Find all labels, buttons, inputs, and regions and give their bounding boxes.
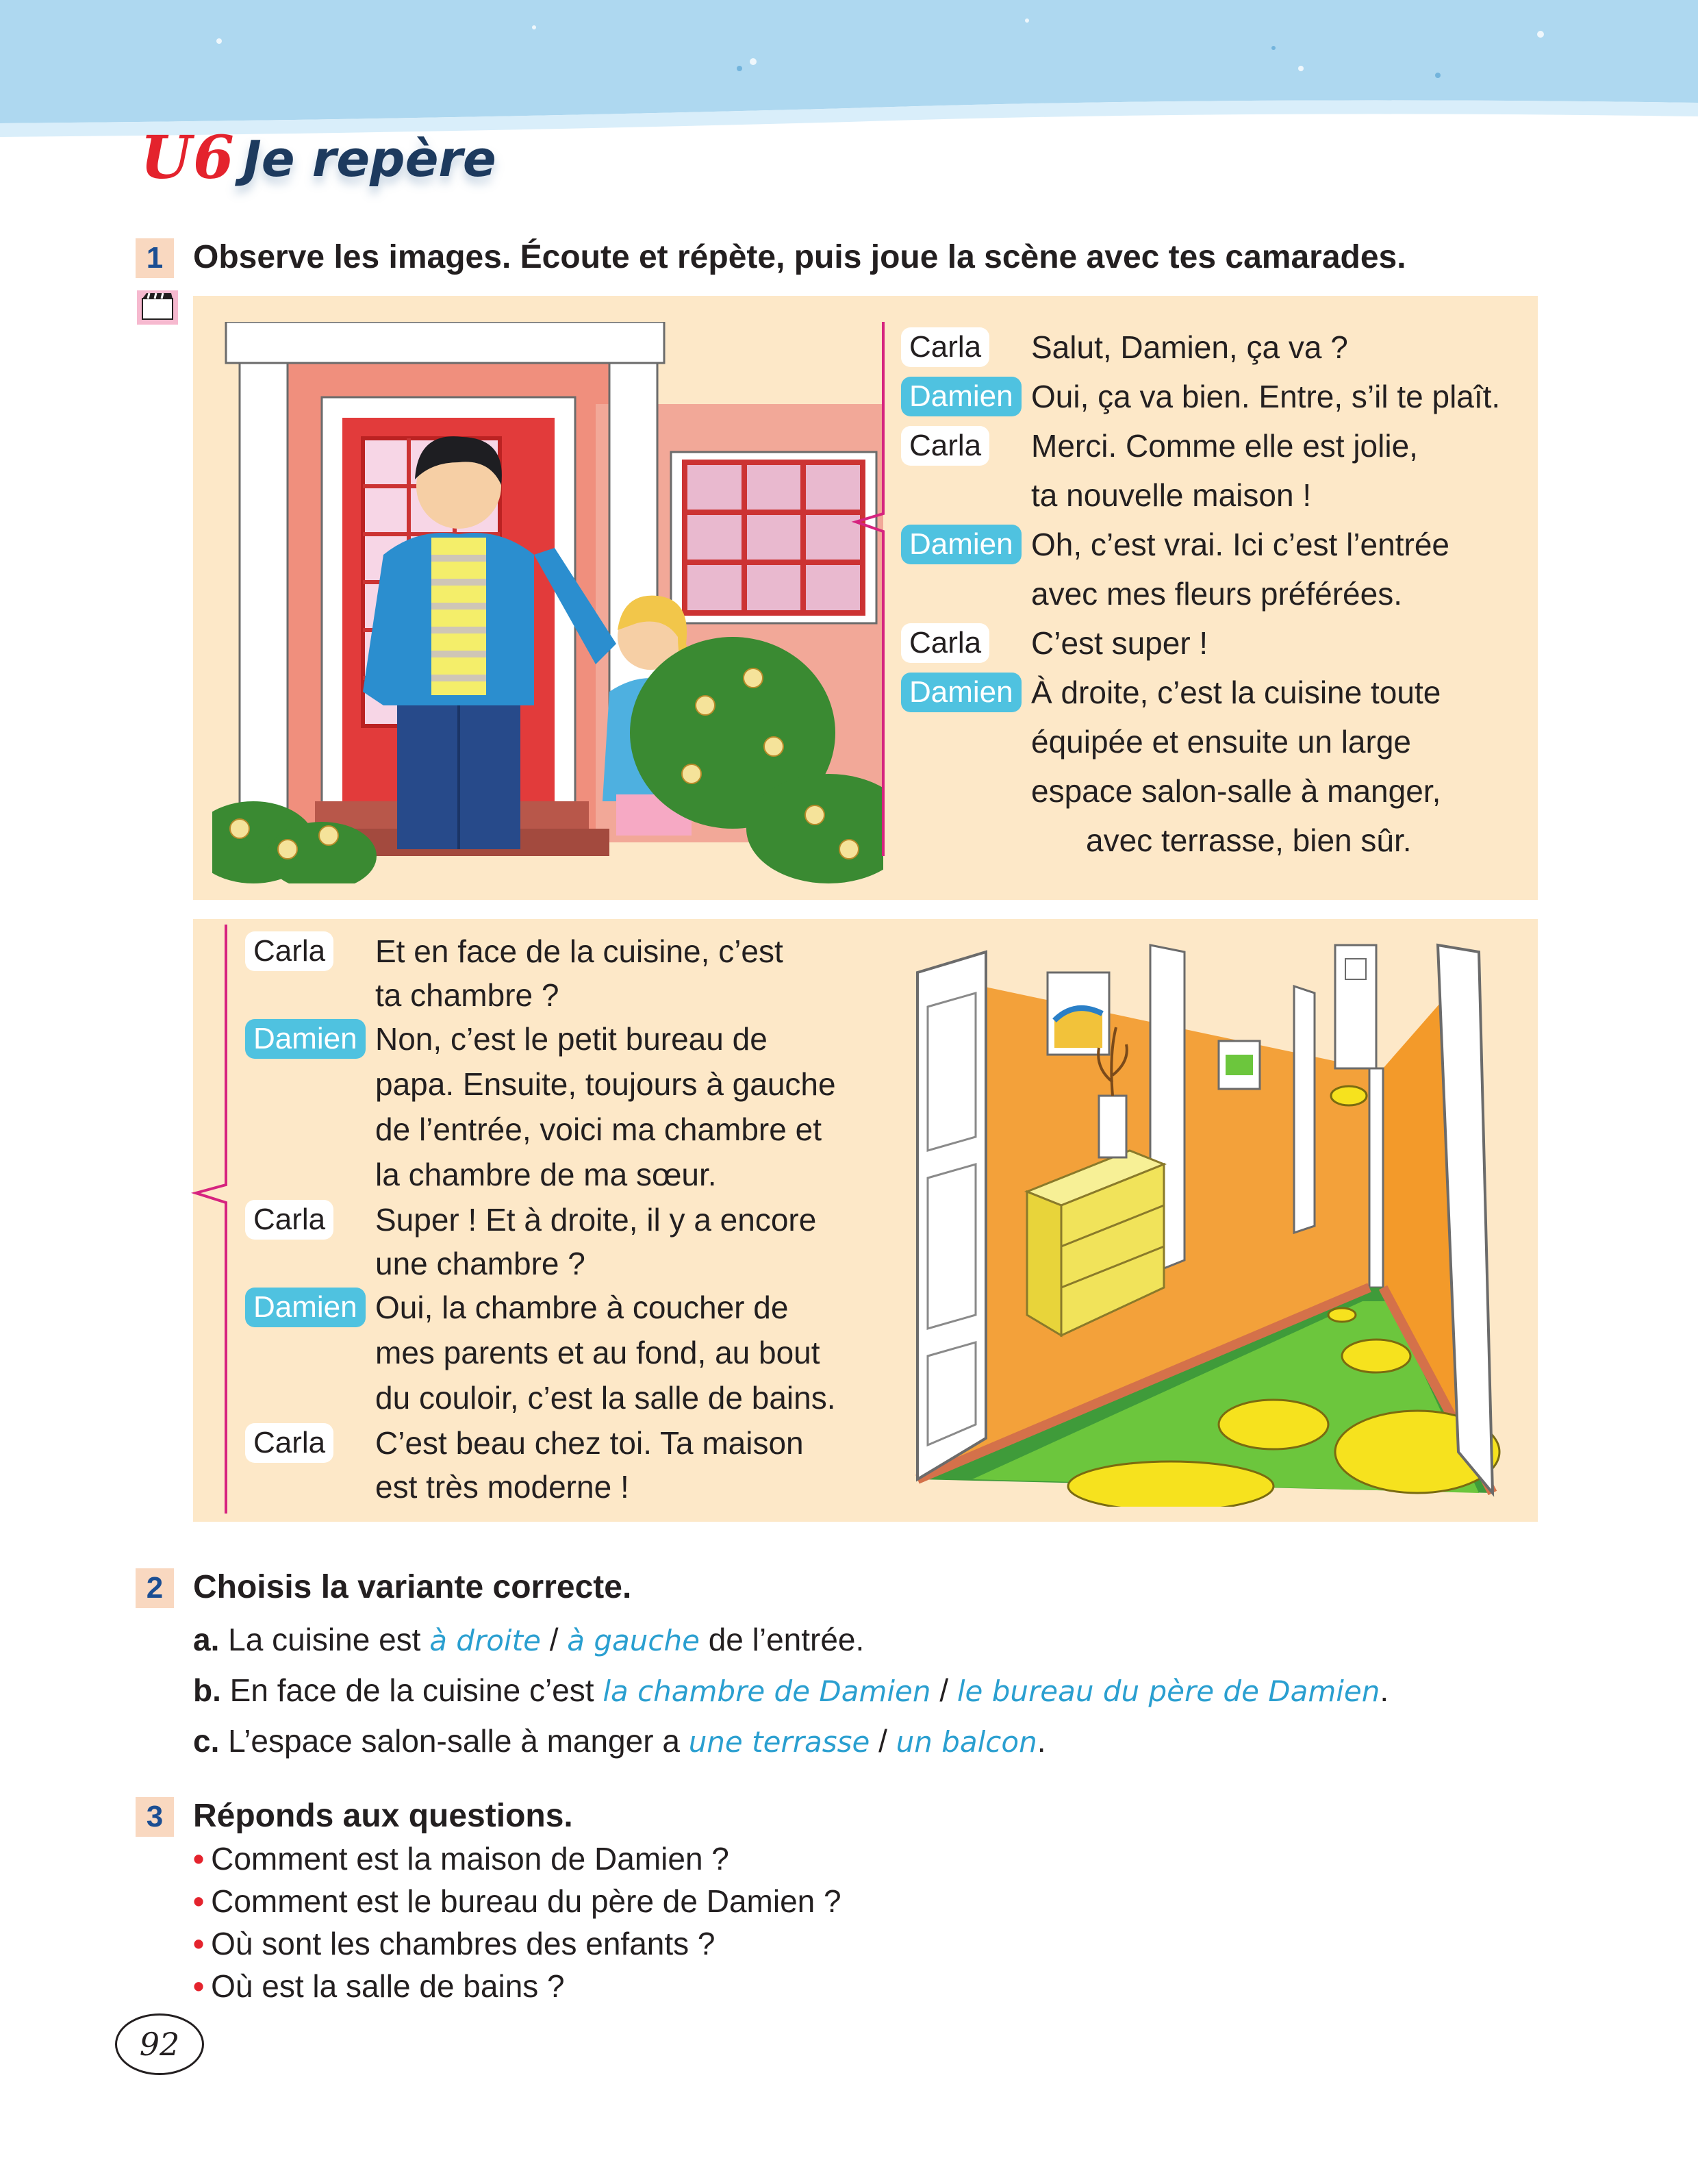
option-b-2[interactable]: le bureau du père de Damien — [956, 1674, 1380, 1708]
item-text: L’espace salon-salle à manger a — [228, 1723, 680, 1759]
option-c-1[interactable]: une terrasse — [688, 1725, 870, 1759]
speaker-tag-damien: Damien — [245, 1288, 366, 1327]
dialogue-line: Et en face de la cuisine, c’est — [375, 933, 783, 969]
option-separator: / — [939, 1672, 949, 1708]
dialogue-line: une chambre ? — [375, 1246, 585, 1281]
dialogue-line: C’est beau chez toi. Ta maison — [375, 1425, 804, 1461]
dialogue-line: ta chambre ? — [375, 977, 559, 1013]
exercise-1-number: 1 — [136, 238, 174, 278]
item-text: En face de la cuisine c’est — [229, 1672, 594, 1708]
question-item — [193, 1923, 715, 1964]
option-separator: / — [549, 1622, 559, 1657]
choice-item-c — [193, 1720, 1046, 1763]
dialogue-line: Oui, ça va bien. Entre, s’il te plaît. — [1031, 379, 1501, 414]
dialogue-line: C’est super ! — [1031, 625, 1208, 661]
bullet-icon: • — [193, 1883, 205, 1919]
dialogue-line: est très moderne ! — [375, 1469, 629, 1505]
dialogue-line: avec terrasse, bien sûr. — [1086, 823, 1412, 858]
dialogue-line: du couloir, c’est la salle de bains. — [375, 1380, 836, 1416]
sky-header-band — [0, 0, 1698, 137]
speaker-tag-carla: Carla — [245, 1200, 333, 1240]
question-item — [193, 1966, 565, 2007]
exercise-2-number: 2 — [136, 1568, 174, 1608]
option-c-2[interactable]: un balcon — [896, 1725, 1037, 1759]
item-text: . — [1037, 1723, 1046, 1759]
dialogue-line: Oui, la chambre à coucher de — [375, 1290, 789, 1325]
dialogue-line: Non, c’est le petit bureau de — [375, 1021, 768, 1057]
speaker-tag-damien: Damien — [245, 1019, 366, 1059]
speaker-tag-carla: Carla — [901, 426, 989, 466]
exercise-3-number: 3 — [136, 1797, 174, 1837]
item-text: de l’entrée. — [708, 1622, 865, 1657]
dialogue-bracket-2 — [189, 925, 230, 1514]
dialogue-bracket-1 — [849, 322, 890, 856]
option-a-2[interactable]: à gauche — [567, 1624, 700, 1657]
speaker-tag-carla: Carla — [901, 327, 989, 367]
item-text: . — [1380, 1672, 1389, 1708]
choice-item-b — [193, 1670, 1389, 1712]
question-text: Où sont les chambres des enfants ? — [211, 1926, 715, 1961]
speaker-tag-damien: Damien — [901, 673, 1022, 712]
clapperboard-icon[interactable] — [137, 290, 178, 325]
dialogue-line: équipée et ensuite un large — [1031, 724, 1411, 760]
dialogue-line: mes parents et au fond, au bout — [375, 1335, 820, 1370]
house-entrance-illustration — [212, 322, 883, 883]
option-a-1[interactable]: à droite — [429, 1624, 541, 1657]
speaker-tag-carla: Carla — [245, 1423, 333, 1463]
dialogue-line: Merci. Comme elle est jolie, — [1031, 428, 1418, 464]
dialogue-line: Salut, Damien, ça va ? — [1031, 329, 1348, 365]
question-item — [193, 1838, 729, 1879]
dialogue-line: À droite, c’est la cuisine toute — [1031, 675, 1441, 710]
item-letter: c. — [193, 1723, 220, 1759]
option-b-1[interactable]: la chambre de Damien — [603, 1674, 931, 1708]
page-number: 92 — [115, 2013, 204, 2075]
item-text: La cuisine est — [228, 1622, 421, 1657]
bullet-icon: • — [193, 1968, 205, 2004]
dialogue-line: avec mes fleurs préférées. — [1031, 576, 1403, 612]
speaker-tag-damien: Damien — [901, 377, 1022, 416]
item-letter: a. — [193, 1622, 220, 1657]
speaker-tag-carla: Carla — [901, 623, 989, 663]
question-text: Où est la salle de bains ? — [211, 1968, 565, 2004]
unit-title: Je repère — [243, 130, 496, 188]
dialogue-line: Oh, c’est vrai. Ici c’est l’entrée — [1031, 527, 1449, 562]
speaker-tag-carla: Carla — [245, 931, 333, 971]
choice-item-a — [193, 1619, 864, 1661]
question-text: Comment est la maison de Damien ? — [211, 1841, 729, 1877]
dialogue-line: ta nouvelle maison ! — [1031, 477, 1312, 513]
unit-code: U6 — [140, 123, 236, 192]
bullet-icon: • — [193, 1841, 205, 1877]
dialogue-line: Super ! Et à droite, il y a encore — [375, 1202, 817, 1238]
exercise-3-instruction: Réponds aux questions. — [193, 1798, 573, 1834]
question-item — [193, 1881, 841, 1922]
dialogue-line: de l’entrée, voici ma chambre et — [375, 1112, 822, 1147]
option-separator: / — [878, 1723, 887, 1759]
item-letter: b. — [193, 1672, 221, 1708]
hallway-illustration — [890, 931, 1506, 1507]
dialogue-line: la chambre de ma sœur. — [375, 1157, 717, 1192]
dialogue-line: espace salon-salle à manger, — [1031, 773, 1441, 809]
bullet-icon: • — [193, 1926, 205, 1961]
question-text: Comment est le bureau du père de Damien ? — [211, 1883, 841, 1919]
exercise-1-instruction: Observe les images. Écoute et répète, puis joue la scène avec tes camarades. — [193, 239, 1406, 275]
dialogue-line: papa. Ensuite, toujours à gauche — [375, 1066, 836, 1102]
speaker-tag-damien: Damien — [901, 525, 1022, 564]
exercise-2-instruction: Choisis la variante correcte. — [193, 1569, 632, 1605]
